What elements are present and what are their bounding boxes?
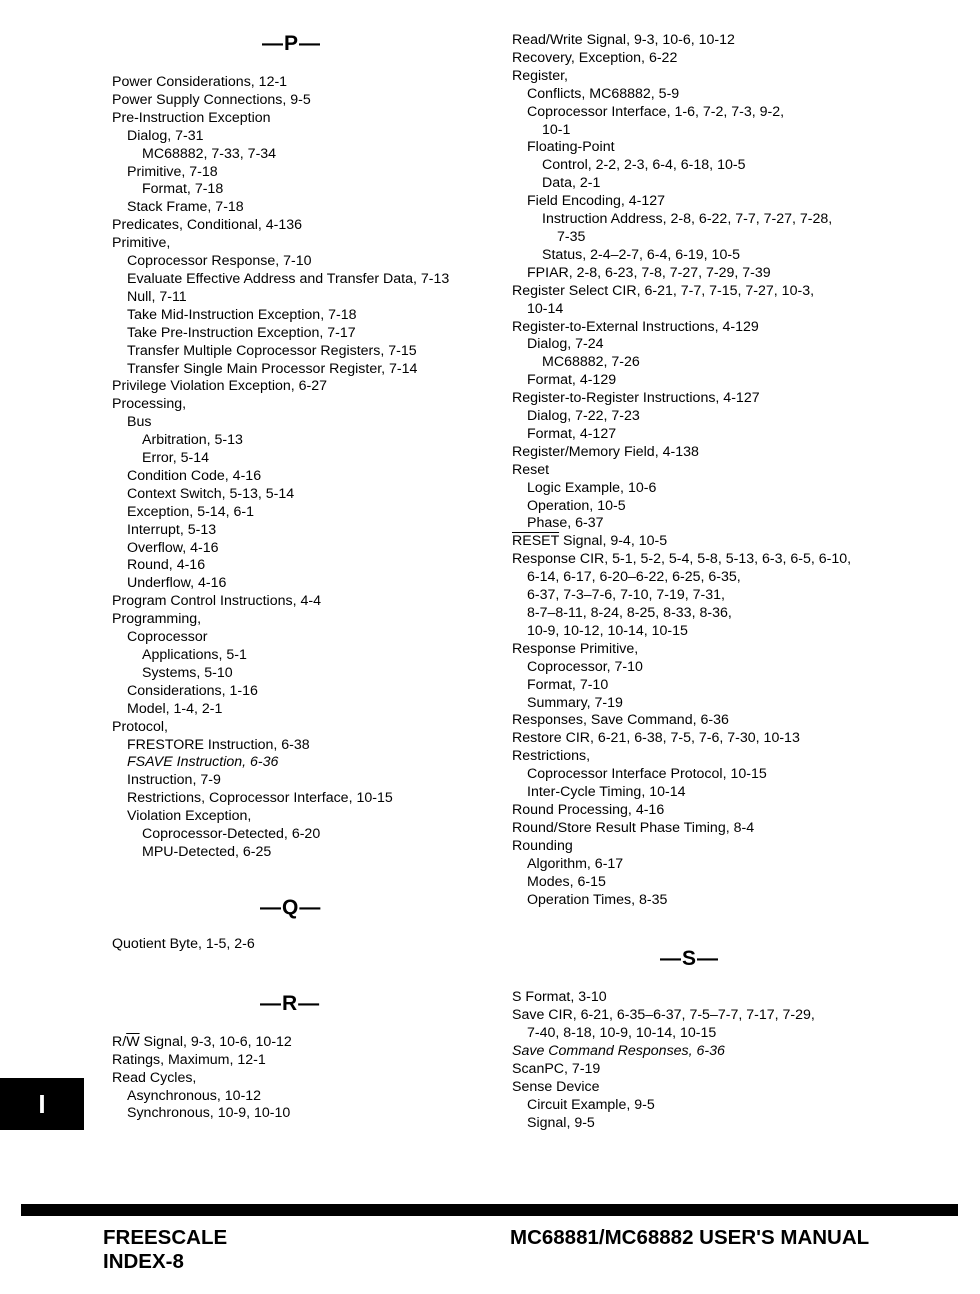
index-entry-rw-signal <box>112 1034 507 1052</box>
right-column <box>512 32 962 1133</box>
index-entry: Dialog, 7-24 <box>527 336 604 353</box>
index-entry: Null, 7-11 <box>127 288 187 305</box>
index-entry: Violation Exception, <box>127 808 252 825</box>
index-entry: Applications, 5-1 <box>142 647 247 663</box>
index-entry: Context Switch, 5-13, 5-14 <box>127 485 295 502</box>
footer-rule <box>21 1204 958 1216</box>
index-entry: Operation, 10-5 <box>527 497 626 514</box>
index-entry: Error, 5-14 <box>142 450 210 467</box>
index-entry: Coprocessor Interface Protocol, 10-15 <box>527 766 767 783</box>
index-entry: Take Pre-Instruction Exception, 7-17 <box>127 324 356 341</box>
index-entry: Interrupt, 5-13 <box>127 521 217 538</box>
index-entry: Reset <box>512 461 550 478</box>
index-entry: Save Command Responses, 6-36 <box>512 1043 725 1060</box>
index-entry: Exception, 5-14, 6-1 <box>127 503 254 520</box>
index-entry: Coprocessor Interface, 1-6, 7-2, 7-3, 9-2, <box>527 103 785 120</box>
index-entry: Circuit Example, 9-5 <box>527 1096 655 1113</box>
index-entry: Read Cycles, <box>112 1069 197 1086</box>
index-entry: Logic Example, 10-6 <box>527 479 657 496</box>
index-entry: Coprocessor Response, 7-10 <box>127 253 312 270</box>
index-entry: Bus <box>127 414 152 431</box>
index-entry: Status, 2-4–2-7, 6-4, 6-19, 10-5 <box>542 246 740 263</box>
index-entry: Transfer Multiple Coprocessor Registers, 7-15 <box>127 342 417 359</box>
index-entry: Rounding <box>512 837 573 854</box>
section-heading-s: —S— <box>660 947 720 971</box>
index-entry: FPIAR, 2-8, 6-23, 7-8, 7-27, 7-29, 7-39 <box>527 264 771 281</box>
index-entry: Take Mid-Instruction Exception, 7-18 <box>127 306 357 323</box>
index-entry: Dialog, 7-22, 7-23 <box>527 408 640 425</box>
index-entry: Ratings, Maximum, 12-1 <box>112 1051 266 1068</box>
index-entry: Asynchronous, 10-12 <box>127 1087 262 1104</box>
index-entry: Format, 7-10 <box>527 676 609 693</box>
index-entry: Inter-Cycle Timing, 10-14 <box>527 784 686 801</box>
index-entry: 10-14 <box>527 300 564 317</box>
index-entry: Sense Device <box>512 1078 600 1095</box>
index-entry: Register, <box>512 67 568 84</box>
index-entry: Arbitration, 5-13 <box>142 432 243 449</box>
index-entry: Primitive, <box>112 235 171 252</box>
index-entry: 6-14, 6-17, 6-20–6-22, 6-25, 6-35, <box>527 569 741 586</box>
index-entry: Floating-Point <box>527 139 615 156</box>
index-entry: FSAVE Instruction, 6-36 <box>127 754 279 771</box>
index-entry: Dialog, 7-31 <box>127 127 204 144</box>
index-entry: Phase, 6-37 <box>527 515 604 532</box>
footer-brand: FREESCALE <box>103 1226 228 1249</box>
index-entry: Coprocessor, 7-10 <box>527 658 643 675</box>
index-entry: Model, 1-4, 2-1 <box>127 700 223 717</box>
index-entry: Response Primitive, <box>512 640 639 657</box>
index-entry: Operation Times, 8-35 <box>527 891 668 908</box>
index-entry: Pre-Instruction Exception <box>112 109 271 126</box>
index-entry: Power Considerations, 12-1 <box>112 74 288 90</box>
index-entry: Restrictions, <box>512 748 591 765</box>
index-entry: Signal, 9-5 <box>527 1114 595 1131</box>
index-entry: Evaluate Effective Address and Transfer Data, 7-13 <box>127 270 450 287</box>
rw-prefix: R/ <box>112 1033 127 1050</box>
index-entry: Read/Write Signal, 9-3, 10-6, 10-12 <box>512 32 735 48</box>
reset-signal-text: Signal, 9-4, 10-5 <box>563 533 668 550</box>
index-entry: 10-9, 10-12, 10-14, 10-15 <box>527 622 688 639</box>
index-entry: Power Supply Connections, 9-5 <box>112 91 311 108</box>
index-entry: Responses, Save Command, 6-36 <box>512 712 729 729</box>
index-entry: 6-37, 7-3–7-6, 7-10, 7-19, 7-31, <box>527 587 725 604</box>
footer-left <box>103 1226 227 1274</box>
index-entry: Condition Code, 4-16 <box>127 467 262 484</box>
index-entry: Algorithm, 6-17 <box>527 855 624 872</box>
index-entry: Privilege Violation Exception, 6-27 <box>112 378 328 395</box>
section-heading-p: —P— <box>262 32 322 55</box>
index-tab-marker: I <box>0 1078 84 1130</box>
section-heading-q: —Q— <box>260 895 322 919</box>
index-entry: Summary, 7-19 <box>527 694 623 711</box>
index-entry: Program Control Instructions, 4-4 <box>112 593 321 610</box>
index-entry: Save CIR, 6-21, 6-35–6-37, 7-5–7-7, 7-17, 7-29, <box>512 1007 815 1024</box>
index-entry: Instruction, 7-9 <box>127 772 221 789</box>
index-entry: Quotient Byte, 1-5, 2-6 <box>112 935 255 952</box>
index-entry: Underflow, 4-16 <box>127 575 227 592</box>
index-entry: Considerations, 1-16 <box>127 682 258 699</box>
index-entry: Processing, <box>112 396 187 413</box>
index-entry-reset-signal <box>512 533 962 551</box>
index-entry: FRESTORE Instruction, 6-38 <box>127 736 310 753</box>
index-entry: Field Encoding, 4-127 <box>527 193 666 210</box>
index-entry: Control, 2-2, 2-3, 6-4, 6-18, 10-5 <box>542 157 746 174</box>
index-entry: MC68882, 7-33, 7-34 <box>142 145 277 162</box>
index-entry: Round Processing, 4-16 <box>512 801 665 818</box>
index-entry: Register Select CIR, 6-21, 7-7, 7-15, 7-27, 10-3, <box>512 282 815 299</box>
index-entry: Stack Frame, 7-18 <box>127 199 244 216</box>
index-entry: 7-35 <box>557 228 586 245</box>
index-entry: 10-1 <box>542 121 571 138</box>
index-entry: Data, 2-1 <box>542 175 601 192</box>
left-column <box>112 32 507 1123</box>
rw-signal-text: Signal, 9-3, 10-6, 10-12 <box>143 1033 292 1050</box>
index-entry: Protocol, <box>112 718 168 735</box>
section-heading-r: —R— <box>260 991 321 1015</box>
index-entry: Coprocessor-Detected, 6-20 <box>142 826 321 843</box>
index-entry: Transfer Single Main Processor Register, 7-14 <box>127 360 418 377</box>
index-entry: MPU-Detected, 6-25 <box>142 843 272 860</box>
index-entry: Register/Memory Field, 4-138 <box>512 443 699 460</box>
index-entry: Round, 4-16 <box>127 557 206 574</box>
index-entry: Format, 4-129 <box>527 372 617 389</box>
index-entry: Overflow, 4-16 <box>127 539 219 556</box>
reset-overbar: RESET <box>512 533 560 550</box>
index-entry: Recovery, Exception, 6-22 <box>512 49 678 66</box>
index-entry: Format, 4-127 <box>527 425 617 442</box>
index-entry: Round/Store Result Phase Timing, 8-4 <box>512 819 755 836</box>
index-entry: Conflicts, MC68882, 5-9 <box>527 85 680 102</box>
index-entry: MC68882, 7-26 <box>542 354 640 371</box>
index-entry: ScanPC, 7-19 <box>512 1061 601 1078</box>
index-entry: Restrictions, Coprocessor Interface, 10-15 <box>127 790 393 807</box>
index-entry: Primitive, 7-18 <box>127 163 218 180</box>
index-entry: Synchronous, 10-9, 10-10 <box>127 1105 291 1122</box>
index-entry: 7-40, 8-18, 10-9, 10-14, 10-15 <box>527 1025 717 1042</box>
index-entry: Register-to-External Instructions, 4-129 <box>512 318 759 335</box>
index-entry: 8-7–8-11, 8-24, 8-25, 8-33, 8-36, <box>527 605 732 621</box>
index-entry: Restore CIR, 6-21, 6-38, 7-5, 7-6, 7-30, 10-13 <box>512 730 800 747</box>
index-entry: S Format, 3-10 <box>512 989 607 1006</box>
index-entry: Format, 7-18 <box>142 181 224 198</box>
footer-page-number: INDEX-8 <box>103 1250 184 1273</box>
footer-manual-title: MC68881/MC68882 USER'S MANUAL <box>510 1226 870 1249</box>
index-entry: Programming, <box>112 611 202 628</box>
index-entry: Instruction Address, 2-8, 6-22, 7-7, 7-27, 7-28, <box>542 211 833 228</box>
index-entry: Predicates, Conditional, 4-136 <box>112 217 303 234</box>
index-entry: Modes, 6-15 <box>527 873 606 890</box>
rw-overbar: $\overline{W}$ <box>126 1033 140 1050</box>
index-entry: Response CIR, 5-1, 5-2, 5-4, 5-8, 5-13, 6-3, 6-5, 6-10, <box>512 551 852 568</box>
index-entry: Coprocessor <box>127 629 208 646</box>
index-entry: Systems, 5-10 <box>142 664 233 681</box>
index-entry: Register-to-Register Instructions, 4-127 <box>512 390 760 407</box>
